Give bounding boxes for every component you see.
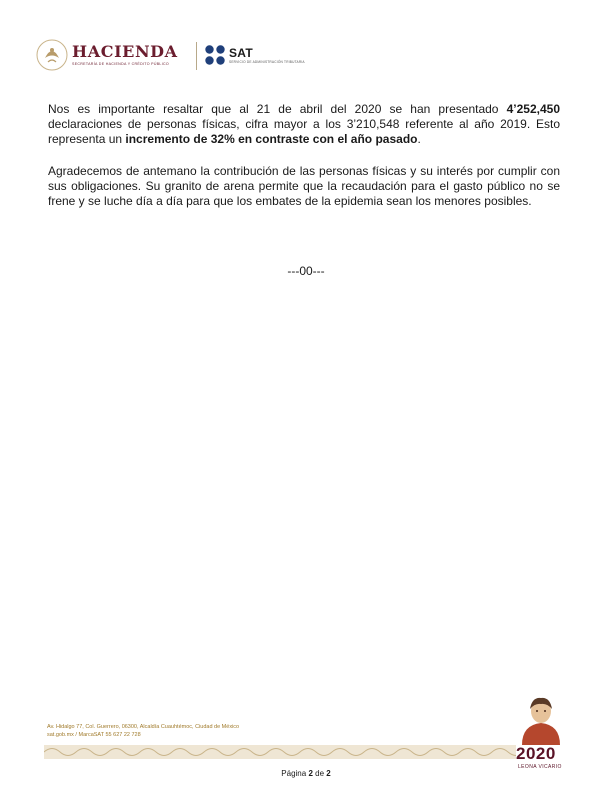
hacienda-logo-text: HACIENDA	[72, 42, 178, 61]
leona-vicario-portrait-icon	[514, 695, 568, 745]
section-separator: ---00---	[287, 264, 325, 278]
page-prefix: Página	[281, 769, 309, 778]
year-logo: 2020	[516, 744, 556, 763]
document-body	[48, 102, 560, 226]
sat-subtitle: SERVICIO DE ADMINISTRACIÓN TRIBUTARIA	[229, 60, 305, 64]
page-mid: de	[312, 769, 327, 778]
year-subtitle: LEONA VICARIO	[518, 764, 562, 770]
sat-logo-icon	[204, 44, 226, 66]
footer-contact: sat.gob.mx / MarcaSAT 55 627 22 728	[47, 732, 141, 738]
page-current: 2	[308, 769, 313, 778]
page-total: 2	[326, 769, 331, 778]
p1-text-2: declaraciones de personas físicas, cifra mayor a los 3’210,548 referente al año 2019. Esto representa un	[48, 117, 560, 146]
sat-logo-text: SAT	[229, 46, 254, 60]
paragraph-statistics	[48, 102, 560, 147]
eagle-emblem-icon	[36, 38, 68, 72]
footer-address-block	[47, 723, 239, 739]
p1-bold-increment: incremento de 32% en contraste con el año pasado	[125, 132, 418, 146]
p1-text-1: Nos es importante resaltar que al 21 de abril del 2020 se han presentado	[48, 102, 507, 116]
paragraph-thanks: Agradecemos de antemano la contribución de las personas físicas y su interés por cumplir con sus obligaciones. Su granito de arena permite que la recaudación para el gasto público no se frene y se luche día a día para que los embates de la epidemia sean los menores posibles.	[48, 164, 560, 208]
p1-bold-count: 4’252,450	[506, 102, 560, 116]
decorative-pattern	[44, 745, 516, 759]
header-divider	[196, 42, 197, 70]
hacienda-subtitle: SECRETARÍA DE HACIENDA Y CRÉDITO PÚBLICO	[72, 62, 170, 66]
p1-text-3: .	[417, 132, 421, 146]
page-number	[0, 769, 612, 778]
footer-address: Av. Hidalgo 77, Col. Guerrero, 06300, Alcaldía Cuauhtémoc, Ciudad de México	[47, 724, 240, 730]
header	[36, 38, 336, 74]
